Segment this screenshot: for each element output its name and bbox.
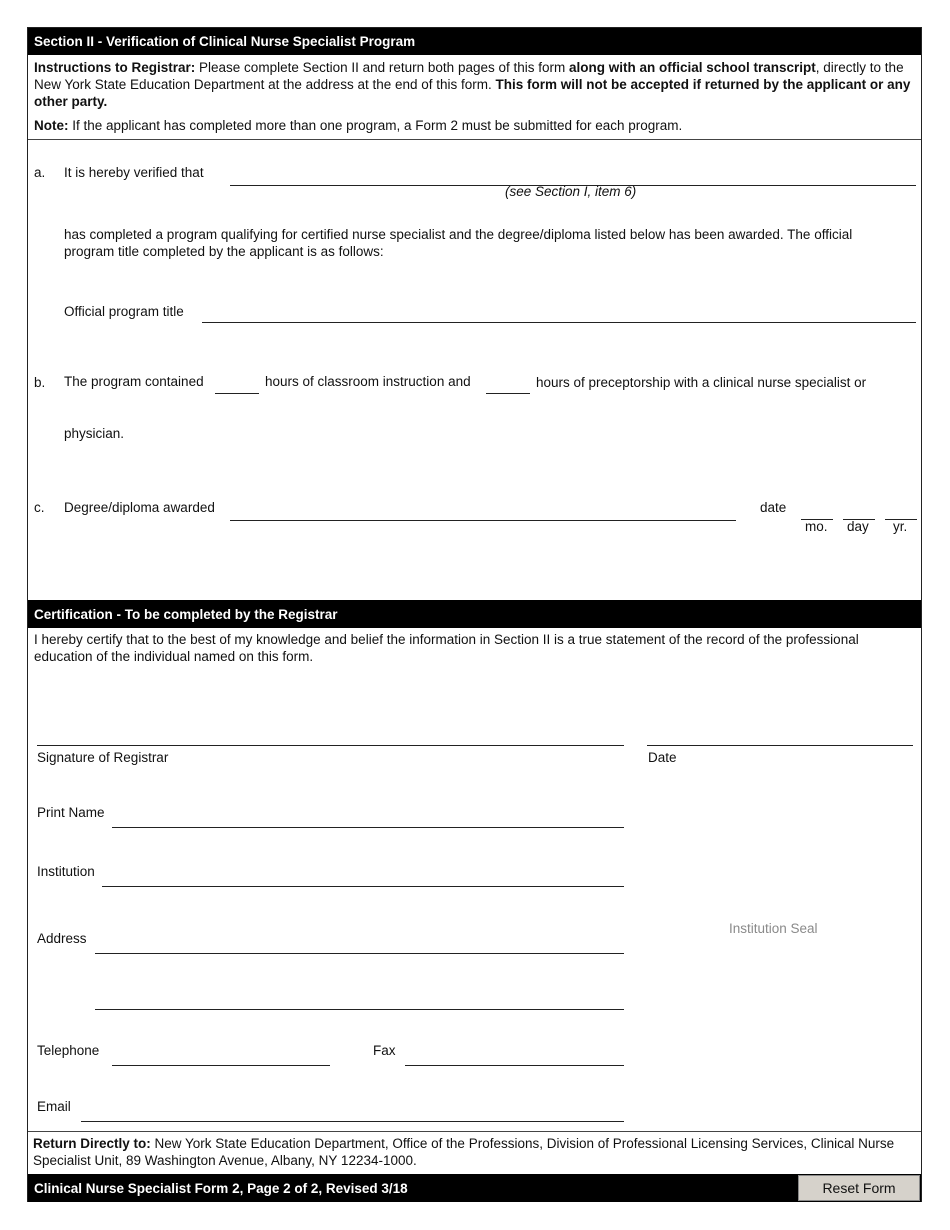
email-line [81, 1121, 624, 1122]
telephone-line [112, 1065, 330, 1066]
signature-line [37, 745, 624, 746]
year-caption: yr. [893, 519, 908, 534]
signature-label: Signature of Registrar [37, 750, 169, 765]
item-a-body: has completed a program qualifying for certified nurse specialist and the degree/diploma listed below has been awarded. The official program title completed by the applicant is as follows: [64, 227, 853, 259]
institution-seal-label: Institution Seal [729, 921, 818, 936]
instructions-label: Instructions to Registrar: [34, 60, 196, 75]
program-title-label: Official program title [64, 304, 184, 319]
classroom-hours-line [215, 393, 259, 394]
print-name-label: Print Name [37, 805, 105, 820]
return-label: Return Directly to: [33, 1136, 151, 1151]
note-paragraph: Note: If the applicant has completed more than one program, a Form 2 must be submitted for each program. [34, 118, 683, 133]
item-b-text3: hours of preceptorship with a clinical nurse specialist or [536, 375, 867, 390]
degree-field[interactable] [230, 501, 740, 521]
degree-date-label: date [760, 500, 787, 515]
footer-bar [28, 1174, 921, 1202]
day-caption: day [847, 519, 869, 534]
footer-title: Clinical Nurse Specialist Form 2, Page 2 of 2, Revised 3/18 [34, 1181, 408, 1196]
preceptorship-hours-field[interactable] [486, 375, 534, 395]
address-line1 [95, 953, 624, 954]
divider [28, 139, 921, 140]
signature-field[interactable] [37, 725, 628, 747]
institution-label: Institution [37, 864, 95, 879]
item-c-letter: c. [34, 500, 45, 515]
address-line2 [95, 1009, 624, 1010]
item-b-text1: The program contained [64, 374, 204, 389]
email-label: Email [37, 1099, 71, 1114]
return-address: Return Directly to: New York State Education Department, Office of the Professions, Division of Professional Licensing Services, Clinical Nurse Specialist Unit, 89 Washington Avenue, Albany, NY 12234-1000. [33, 1136, 895, 1168]
note-label: Note: [34, 118, 69, 133]
address-label: Address [37, 931, 87, 946]
reset-form-button[interactable]: Reset Form [798, 1175, 920, 1201]
institution-line [102, 886, 624, 887]
fax-line [405, 1065, 624, 1066]
item-a-letter: a. [34, 165, 46, 180]
program-title-field[interactable] [202, 303, 920, 323]
item-b-text2: hours of classroom instruction and [265, 374, 471, 389]
item-b-text4: physician. [64, 426, 125, 441]
item-b-letter: b. [34, 375, 46, 390]
certification-header: Certification - To be completed by the Registrar [34, 607, 338, 622]
section2-header-bar [28, 28, 921, 55]
section2-header: Section II - Verification of Clinical Nurse Specialist Program [34, 34, 416, 49]
telephone-label: Telephone [37, 1043, 100, 1058]
item-a-hint: (see Section I, item 6) [505, 184, 637, 199]
fax-field[interactable] [405, 1046, 628, 1067]
degree-label: Degree/diploma awarded [64, 500, 215, 515]
divider [28, 1131, 921, 1132]
print-name-field[interactable] [112, 808, 628, 829]
certification-date-field[interactable] [647, 725, 917, 747]
degree-line [230, 520, 736, 521]
certification-date-line [647, 745, 913, 746]
certification-header-bar [28, 600, 921, 628]
address-line1-field[interactable] [95, 934, 628, 955]
institution-field[interactable] [102, 867, 628, 888]
address-line2-field[interactable] [95, 990, 628, 1011]
classroom-hours-field[interactable] [215, 375, 263, 395]
program-title-line [202, 322, 916, 323]
telephone-field[interactable] [112, 1046, 334, 1067]
month-caption: mo. [805, 519, 828, 534]
print-name-line [112, 827, 624, 828]
email-field[interactable] [81, 1102, 628, 1123]
certification-date-label: Date [648, 750, 677, 765]
item-a-label: It is hereby verified that [64, 165, 204, 180]
instructions-paragraph: Instructions to Registrar: Please complete Section II and return both pages of this form along with an official school transcript, directly to the New York State Education Department at the address at the end of this form. This form will not be accepted if returned by the applicant or any other party. [34, 60, 911, 109]
certification-statement: I hereby certify that to the best of my knowledge and belief the information in Section II is a true statement of the record of the professional education of the individual named on this form. [34, 632, 859, 664]
preceptorship-hours-line [486, 393, 530, 394]
fax-label: Fax [373, 1043, 396, 1058]
